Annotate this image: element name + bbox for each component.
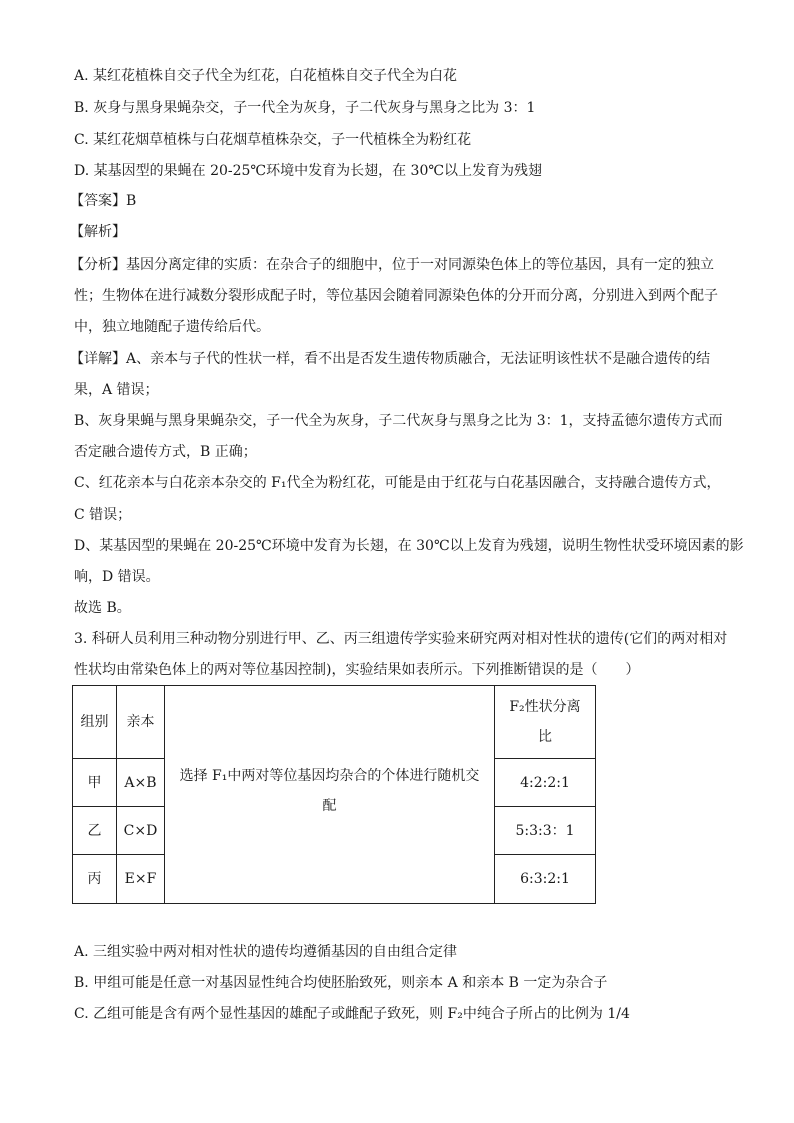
header-group: 组别 <box>73 686 117 759</box>
cell-group: 甲 <box>73 759 117 807</box>
results-table <box>72 685 596 904</box>
method-line: 选择 F₁中两对等位基因均杂合的个体进行随机交 <box>179 767 480 784</box>
option-a: A. 三组实验中两对相对性状的遗传均遵循基因的自由组合定律 <box>74 944 458 960</box>
detail-line: B、灰身果蝇与黑身果蝇杂交，子一代全为灰身，子二代灰身与黑身之比为 3：1，支持孟德尔遗传方式而 <box>74 413 723 429</box>
option-b: B. 甲组可能是任意一对基因显性纯合均使胚胎致死，则亲本 A 和亲本 B 一定为杂合子 <box>74 975 608 991</box>
analysis-heading: 【解析】 <box>70 224 126 240</box>
cell-group: 丙 <box>73 855 117 904</box>
question-line: 3. 科研人员利用三种动物分别进行甲、乙、丙三组遗传学实验来研究两对相对性状的遗传(它们的两对相对 <box>74 631 728 647</box>
prev-option-a: A. 某红花植株自交子代全为红花，白花植株自交子代全为白花 <box>74 68 458 84</box>
detail-line: 【详解】A、亲本与子代的性状一样，看不出是否发生遗传物质融合，无法证明该性状不是融合遗传的结 <box>70 351 711 367</box>
header-ratio-line: 比 <box>538 729 552 745</box>
analysis-line: 【分析】基因分离定律的实质：在杂合子的细胞中，位于一对同源染色体上的等位基因，具有一定的独立 <box>70 257 714 273</box>
cell-ratio: 4:2:2:1 <box>495 759 596 807</box>
detail-line: 故选 B。 <box>74 600 131 616</box>
cell-parent: C×D <box>117 807 165 855</box>
table-header-row <box>73 686 596 759</box>
cell-group: 乙 <box>73 807 117 855</box>
header-parent: 亲本 <box>117 686 165 759</box>
prev-option-b: B. 灰身与黑身果蝇杂交，子一代全为灰身，子二代灰身与黑身之比为 3：1 <box>74 100 536 116</box>
method-line: 配 <box>322 797 337 814</box>
header-ratio <box>495 686 596 759</box>
cell-ratio: 6:3:2:1 <box>495 855 596 904</box>
prev-option-d: D. 某基因型的果蝇在 20-25℃环境中发育为长翅，在 30℃以上发育为残翅 <box>74 163 543 179</box>
detail-line: 响，D 错误。 <box>74 569 160 585</box>
detail-line: D、某基因型的果蝇在 20-25℃环境中发育为长翅，在 30℃以上发育为残翅，说明生物性状受环境因素的影 <box>74 538 744 554</box>
prev-option-c: C. 某红花烟草植株与白花烟草植株杂交，子一代植株全为粉红花 <box>74 132 472 148</box>
analysis-line: 性；生物体在进行减数分裂形成配子时，等位基因会随着同源染色体的分开而分离，分别进入到两个配子 <box>74 288 718 304</box>
question-line: 性状均由常染色体上的两对等位基因控制)，实验结果如表所示。下列推断错误的是（ ） <box>74 662 640 678</box>
detail-line: C 错误； <box>74 507 132 523</box>
detail-line: 否定融合遗传方式，B 正确； <box>74 444 257 460</box>
option-c: C. 乙组可能是含有两个显性基因的雄配子或雌配子致死，则 F₂中纯合子所占的比例为 1/4 <box>74 1006 630 1022</box>
detail-line: C、红花亲本与白花亲本杂交的 F₁代全为粉红花，可能是由于红花与白花基因融合，支持融合遗传方式， <box>74 475 721 491</box>
cell-ratio: 5:3:3：1 <box>495 807 596 855</box>
answer-line: 【答案】B <box>70 193 137 209</box>
cell-parent: E×F <box>117 855 165 904</box>
header-ratio-line: F₂性状分离 <box>509 699 581 715</box>
cell-parent: A×B <box>117 759 165 807</box>
detail-line: 果，A 错误； <box>74 382 159 398</box>
method-cell <box>165 686 495 904</box>
analysis-line: 中，独立地随配子遗传给后代。 <box>74 319 270 335</box>
